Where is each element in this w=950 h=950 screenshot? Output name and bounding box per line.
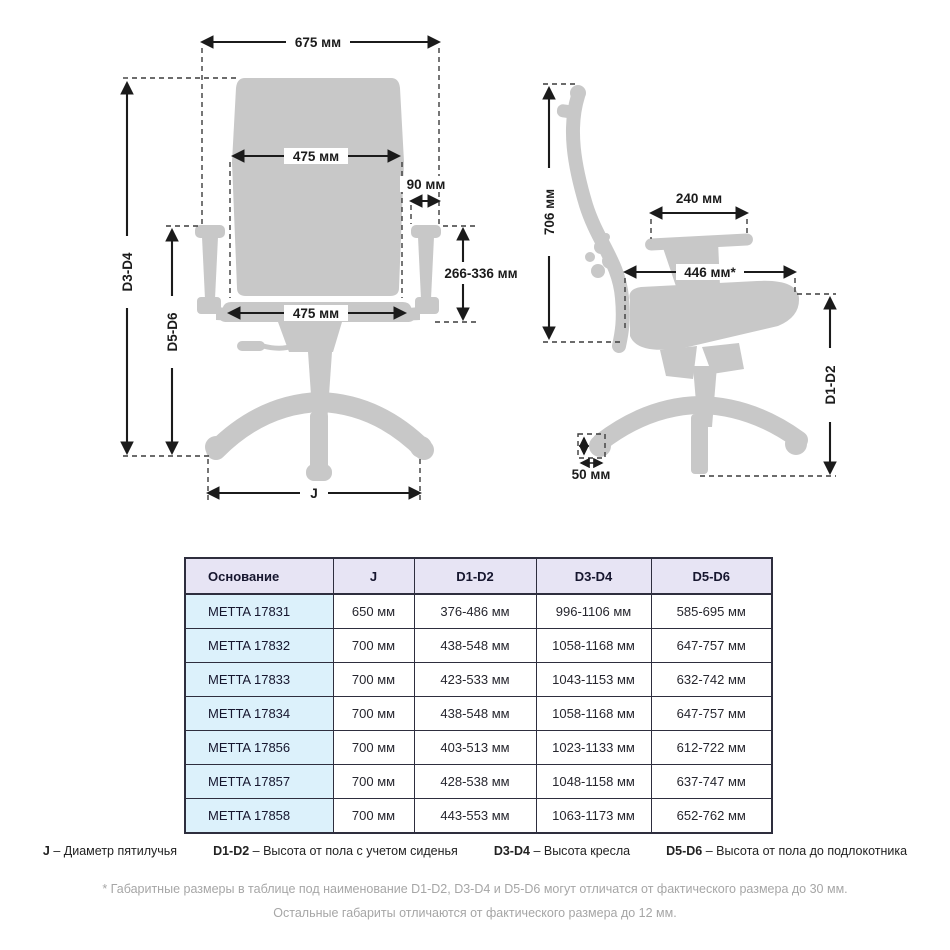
value-j: 700 мм [333,799,414,834]
value-d5d6: 612-722 мм [651,731,772,765]
value-d1d2: 443-553 мм [414,799,536,834]
overall-width-label: 675 мм [294,35,342,50]
d1d2-label: D1-D2 [823,365,838,405]
table-row [185,629,772,663]
model-name: METTA 17833 [185,663,333,697]
table-row [185,731,772,765]
legend-key: D5-D6 [666,844,703,858]
table-row [185,594,772,629]
base-diameter-label: J [310,486,318,501]
spec-table-container [184,557,773,834]
legend-key: D3-D4 [493,844,530,858]
spec-table [184,557,773,834]
table-row [185,697,772,731]
legend-key: J [42,844,50,858]
table-header-row [185,558,772,594]
model-name: METTA 17834 [185,697,333,731]
model-name: METTA 17832 [185,629,333,663]
dim-armrest-floor-d5d6 [165,226,198,453]
front-caster-left [205,436,227,458]
table-row [185,799,772,834]
seat-width-label: 475 мм [292,306,340,321]
value-j: 700 мм [333,663,414,697]
value-d5d6: 652-762 мм [651,799,772,834]
armrest-height-label: 266-336 мм [444,266,518,281]
header-j: J [333,558,414,594]
table-row [185,765,772,799]
side-five-star-base [589,405,807,474]
value-d3d4: 996-1106 мм [536,594,651,629]
side-seat [629,281,799,350]
legend-item-d5d6 [666,844,907,858]
value-d5d6: 585-695 мм [651,594,772,629]
front-backrest [232,78,404,296]
armrest-cap-width-label: 90 мм [406,177,446,192]
dim-armrest-height-266-336 [435,226,526,322]
front-five-star-base [205,402,432,481]
side-back-spine [573,96,623,346]
dim-chair-height-d3d4 [120,78,240,456]
d5d6-label: D5-D6 [165,312,180,352]
side-mech-flap-left [660,346,697,379]
seat-depth-label: 446 мм* [684,265,736,280]
value-d3d4: 1063-1173 мм [536,799,651,834]
header-d5d6: D5-D6 [651,558,772,594]
value-d3d4: 1058-1168 мм [536,697,651,731]
d3d4-label: D3-D4 [120,252,135,292]
value-j: 650 мм [333,594,414,629]
header-d1d2: D1-D2 [414,558,536,594]
value-d3d4: 1058-1168 мм [536,629,651,663]
legend-desc: – Высота от пола до подлокотника [705,844,908,858]
value-d3d4: 1023-1133 мм [536,731,651,765]
value-d5d6: 637-747 мм [651,765,772,799]
legend-desc: – Диаметр пятилучья [53,844,178,858]
legend-item-d1d2 [213,844,458,858]
legend-desc: – Высота кресла [533,844,631,858]
value-d1d2: 438-548 мм [414,629,536,663]
legend-key: D1-D2 [213,844,250,858]
value-j: 700 мм [333,697,414,731]
model-name: METTA 17831 [185,594,333,629]
value-d1d2: 428-538 мм [414,765,536,799]
dim-armrest-pad-240 [651,190,747,239]
value-j: 700 мм [333,731,414,765]
model-name: METTA 17858 [185,799,333,834]
side-caster-right [785,433,807,455]
side-caster-left [589,435,611,457]
value-d5d6: 647-757 мм [651,629,772,663]
value-d3d4: 1043-1153 мм [536,663,651,697]
back-height-label: 706 мм [542,188,557,236]
dim-armrest-cap-90 [400,176,452,224]
front-view-chair-silhouette [195,78,441,481]
side-headrest-knob [570,85,586,101]
legend-item-j [43,844,177,858]
value-d1d2: 423-533 мм [414,663,536,697]
value-d1d2: 376-486 мм [414,594,536,629]
backrest-width-label: 475 мм [292,149,340,164]
value-d1d2: 438-548 мм [414,697,536,731]
value-d5d6: 647-757 мм [651,697,772,731]
value-d3d4: 1048-1158 мм [536,765,651,799]
header-d3d4: D3-D4 [536,558,651,594]
caster-size-label: 50 мм [571,467,611,482]
value-d1d2: 403-513 мм [414,731,536,765]
header-base: Основание [185,558,333,594]
value-j: 700 мм [333,765,414,799]
value-j: 700 мм [333,629,414,663]
armrest-pad-length-label: 240 мм [675,191,723,206]
footnote-line-1: * Габаритные размеры в таблице под наименование D1-D2, D3-D4 и D5-D6 могут отличатся от фактического размера до 30 мм. [102,882,848,896]
value-d5d6: 632-742 мм [651,663,772,697]
footnote [0,877,950,925]
legend-desc: – Высота от пола с учетом сиденья [252,844,458,858]
footnote-line-2: Остальные габариты отличаются от фактического размера до 12 мм. [273,906,677,920]
table-row [185,663,772,697]
model-name: METTA 17856 [185,731,333,765]
front-caster-right [410,436,432,458]
model-name: METTA 17857 [185,765,333,799]
dimension-legend [0,844,950,858]
legend-item-d3d4 [494,844,630,858]
